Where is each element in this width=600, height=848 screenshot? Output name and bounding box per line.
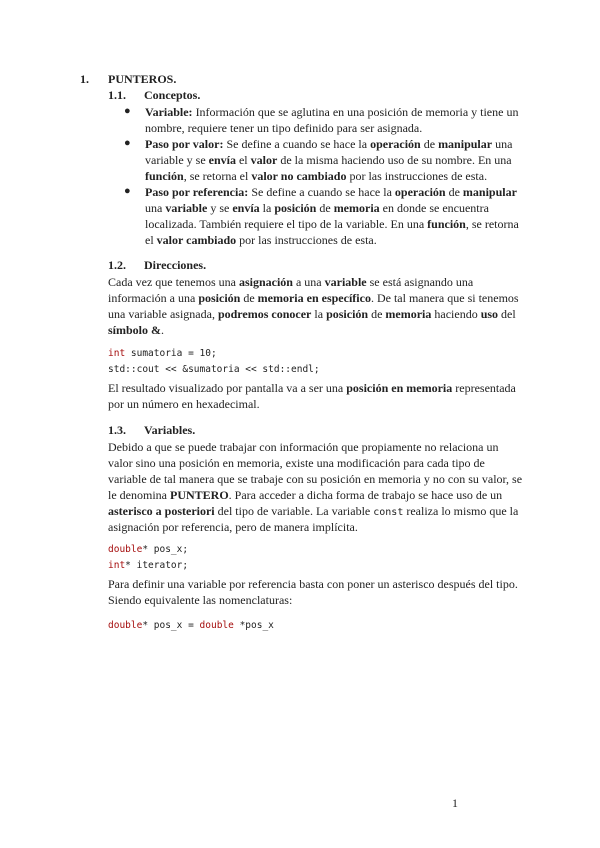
bold-text: posición <box>198 291 241 305</box>
text-run: Se define a cuando se hace la <box>223 137 371 151</box>
text-line <box>108 487 528 503</box>
text-run: en donde se encuentra <box>379 201 489 215</box>
bold-text: memoria <box>333 201 380 215</box>
text-run: , se retorna el <box>183 169 252 183</box>
text-run: . <box>161 323 165 337</box>
text-run: realiza lo mismo que la <box>403 504 519 518</box>
bold-text: función <box>427 217 466 231</box>
text-line <box>108 544 188 560</box>
text-run: valor sino una posición en memoria, existe una modificación para cada tipo de <box>108 456 485 470</box>
code-keyword: double <box>108 620 143 631</box>
text-run: * iterator; <box>125 560 189 571</box>
bold-text: envía <box>208 153 236 167</box>
bold-text: posición <box>326 307 369 321</box>
text-line <box>145 216 530 232</box>
text-line <box>108 306 528 322</box>
text-run: una <box>145 201 166 215</box>
text-line <box>108 620 274 636</box>
text-run: una variable asignada, <box>108 307 218 321</box>
text-run: nombre, requiere tener un tipo definido para ser asignada. <box>145 121 423 135</box>
text-line <box>145 152 530 168</box>
text-run: el <box>145 233 157 247</box>
text-run: variable de tal manera que se trabaje con su posición en memoria y no con su valor, se <box>108 472 523 486</box>
page-number: 1 <box>452 796 458 810</box>
text-line <box>108 396 528 412</box>
bold-text: valor cambiado <box>156 233 237 247</box>
text-run: Se define a cuando se hace la <box>248 185 395 199</box>
paragraph <box>108 576 528 608</box>
bold-text: variable <box>324 275 367 289</box>
bold-text: Variable: <box>145 105 193 119</box>
text-run: . De tal manera que si tenemos <box>370 291 519 305</box>
bold-text: manipular <box>462 185 517 199</box>
text-run: de <box>420 137 439 151</box>
text-run: del <box>498 307 516 321</box>
paragraph <box>108 439 528 535</box>
subsection-title: Direcciones. <box>144 258 207 272</box>
bold-text: memoria <box>385 307 432 321</box>
text-line <box>145 200 530 216</box>
text-run: de <box>368 307 386 321</box>
text-line <box>108 380 528 396</box>
section-title: PUNTEROS. <box>108 72 177 86</box>
text-run: representada <box>452 381 516 395</box>
text-line <box>145 168 530 184</box>
text-run: de <box>316 201 334 215</box>
bold-text: valor no cambiado <box>251 169 347 183</box>
code-keyword: int <box>108 560 126 571</box>
bold-text: variable <box>165 201 208 215</box>
text-run: la <box>311 307 327 321</box>
text-run: , se retorna <box>465 217 519 231</box>
text-run: Información que se aglutina en una posición de memoria y tiene un <box>192 105 519 119</box>
text-run: haciendo <box>431 307 481 321</box>
text-run: información a una <box>108 291 199 305</box>
text-run: a una <box>292 275 325 289</box>
code-block <box>108 620 274 636</box>
text-run: Para definir una variable por referencia basta con poner un asterisco después del tipo. <box>108 577 518 591</box>
bold-text: PUNTERO <box>169 488 229 502</box>
text-run: Cada vez que tenemos una <box>108 275 239 289</box>
text-run: . Para acceder a dicha forma de trabajo se hace uso de un <box>228 488 503 502</box>
text-run: y se <box>207 201 233 215</box>
text-run: el <box>235 153 251 167</box>
bullet-item <box>145 184 530 248</box>
text-run: por las instrucciones de esta. <box>346 169 488 183</box>
code-block <box>108 544 188 576</box>
text-line <box>145 232 530 248</box>
inline-code: const <box>373 507 404 518</box>
bold-text: uso <box>480 307 499 321</box>
text-line <box>108 592 528 608</box>
text-run: por las instrucciones de esta. <box>236 233 377 247</box>
text-run: variable y se <box>145 153 209 167</box>
text-run: * pos_x; <box>142 544 189 555</box>
bold-text: función <box>145 169 184 183</box>
text-line <box>145 136 530 152</box>
text-run: de la misma haciendo uso de su nombre. En una <box>277 153 512 167</box>
bullet-icon: ● <box>124 185 131 197</box>
text-run: * pos_x = <box>142 620 200 631</box>
bullet-item <box>145 136 530 184</box>
bold-text: envía <box>232 201 260 215</box>
text-run: por un número en hexadecimal. <box>108 397 260 411</box>
code-keyword: double <box>199 620 234 631</box>
subsection-number: 1.1. <box>108 88 126 102</box>
code-keyword: double <box>108 544 143 555</box>
paragraph <box>108 274 528 338</box>
text-run: del tipo de variable. La variable <box>214 504 374 518</box>
text-line <box>108 576 528 592</box>
text-run: Siendo equivalente las nomenclaturas: <box>108 593 293 607</box>
bold-text: posición en memoria <box>346 381 453 395</box>
text-run: de <box>240 291 258 305</box>
text-line <box>145 120 530 136</box>
text-run: *pos_x <box>233 620 274 631</box>
text-line <box>108 322 528 338</box>
bold-text: asterisco a posteriori <box>108 504 215 518</box>
bullet-item <box>145 104 530 136</box>
text-line <box>108 503 528 519</box>
bold-text: símbolo & <box>108 323 162 337</box>
text-line <box>108 439 528 455</box>
paragraph <box>108 380 528 412</box>
bold-text: podremos conocer <box>217 307 312 321</box>
text-line <box>108 274 528 290</box>
bold-text: Paso por valor: <box>145 137 224 151</box>
bold-text: operación <box>370 137 421 151</box>
text-run: localizada. También requiere el tipo de la variable. En una <box>145 217 428 231</box>
text-run: se está asignando una <box>366 275 474 289</box>
text-line <box>108 455 528 471</box>
text-run: asignación por referencia, pero de manera implícita. <box>108 520 358 534</box>
subsection-number: 1.3. <box>108 423 126 437</box>
text-line <box>108 290 528 306</box>
section-number: 1. <box>80 72 89 86</box>
text-run: de <box>445 185 463 199</box>
text-line <box>108 348 320 364</box>
subsection-title: Conceptos. <box>144 88 201 102</box>
text-run: Debido a que se puede trabajar con información que propiamente no relaciona un <box>108 440 499 454</box>
code-keyword: int <box>108 348 126 359</box>
text-run: std::cout << &sumatoria << std::endl; <box>108 364 320 375</box>
text-line <box>108 364 320 380</box>
text-line <box>145 104 530 120</box>
text-run: una <box>492 137 513 151</box>
text-line <box>108 519 528 535</box>
bold-text: manipular <box>438 137 493 151</box>
bold-text: posición <box>274 201 317 215</box>
text-run: le denomina <box>108 488 170 502</box>
text-run: la <box>259 201 275 215</box>
bullet-icon: ● <box>124 105 131 117</box>
subsection-title: Variables. <box>144 423 196 437</box>
text-line <box>108 471 528 487</box>
bold-text: asignación <box>238 275 293 289</box>
bold-text: memoria en específico <box>257 291 371 305</box>
bold-text: valor <box>250 153 278 167</box>
text-run: El resultado visualizado por pantalla va a ser una <box>108 381 347 395</box>
text-run: sumatoria = 10; <box>125 348 217 359</box>
code-block <box>108 348 320 380</box>
bold-text: operación <box>394 185 446 199</box>
text-line <box>108 560 188 576</box>
bullet-icon: ● <box>124 137 131 149</box>
bold-text: Paso por referencia: <box>145 185 249 199</box>
text-line <box>145 184 530 200</box>
subsection-number: 1.2. <box>108 258 126 272</box>
